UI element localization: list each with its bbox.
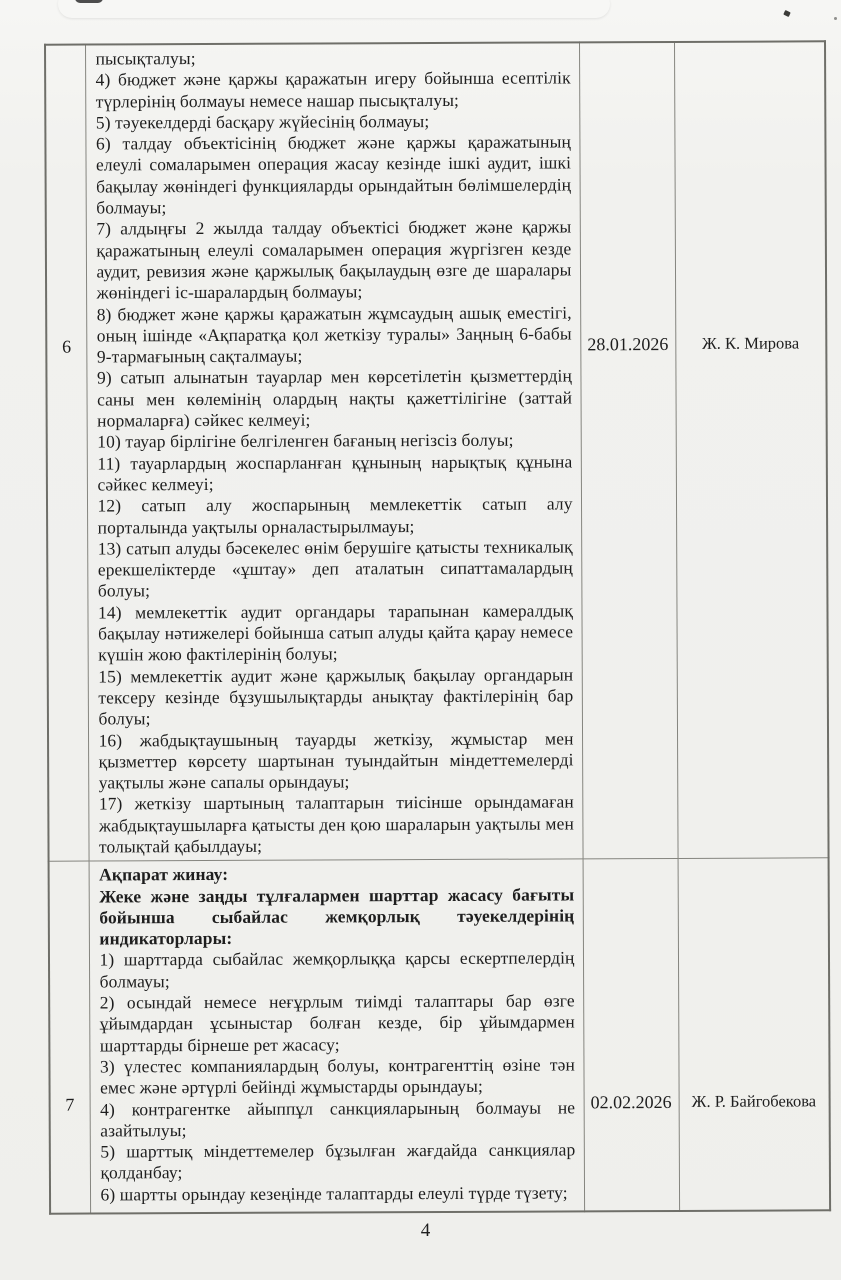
responsible-name: Ж. К. Мирова xyxy=(701,333,800,353)
indicators-cell xyxy=(89,859,585,1213)
section-heading: Жеке және заңды тұлғалармен шарттар жасасу бағыты бойынша сыбайлас жемқорлық тәуекелдерінің индикаторлары: xyxy=(99,883,575,949)
indicator-paragraph: 6) шартты орындау кезеңінде талаптарды елеулі түрде түзету; xyxy=(100,1182,568,1205)
scan-artifact xyxy=(834,17,837,20)
indicator-paragraph: 12) сатып алу жоспарының мемлекеттік сатып алу порталында уақтылы орналастырылмауы; xyxy=(97,493,573,538)
date-value: 02.02.2026 xyxy=(590,1092,672,1113)
row-number: 6 xyxy=(62,336,72,357)
app-icon[interactable] xyxy=(75,0,103,3)
responsible-cell xyxy=(674,41,829,858)
indicator-paragraph: 4) бюджет және қаржы қаражатын игеру бойынша есептілік түрлерінің болмауы немесе нашар пысықталуы; xyxy=(95,67,571,112)
indicator-paragraph: 6) талдау объектісінің бюджет және қаржы қаражатының елеулі сомаларымен операция жасау кезінде ішкі аудит, ішкі бақылау жөніндегі функцияларды орындайтын бөлімшелердің болмауы; xyxy=(95,131,572,218)
indicator-paragraph: 4) контрагентке айыппұл санкцияларының болмауы не азайтылуы; xyxy=(100,1096,576,1141)
indicators-cell xyxy=(85,42,583,861)
indicator-paragraph: 7) алдыңғы 2 жылда талдау объектісі бюджет және қаржы қаражатының елеулі сомаларымен операция жүргізген кезде аудит, ревизия және қаржылық бақылаудың өзге де шаралары жөніндегі іс-шаралардың болмауы; xyxy=(96,216,572,303)
section-heading: Ақпарат жинау: xyxy=(99,864,229,885)
risk-table-body xyxy=(45,41,830,1213)
page-number: 4 xyxy=(420,1220,431,1241)
floating-toolbar-fragment[interactable] xyxy=(58,0,610,18)
scan-artifact xyxy=(783,10,791,17)
indicator-paragraph: 15) мемлекеттік аудит және қаржылық бақылау органдарын тексеру кезінде бұзушылықтарды анықтау фактілерінің бар болуы; xyxy=(98,664,574,729)
table-row xyxy=(49,858,831,1213)
row-number: 7 xyxy=(65,1094,75,1115)
table-row xyxy=(45,41,829,861)
indicator-paragraph: 3) үлестес компаниялардың болуы, контрагенттің өзіне тән емес және әртүрлі бейінді жұмыстарды орындауы; xyxy=(99,1054,576,1098)
indicator-paragraph: 2) осындай немесе неғұрлым тиімді талаптары бар өзге ұйымдардан ұсыныстар болған кезде, бір ұйымдармен шарттарды бірнеше рет жасасу; xyxy=(99,990,575,1056)
date-cell xyxy=(583,859,680,1211)
date-value: 28.01.2026 xyxy=(587,333,669,355)
indicator-paragraph: пысықталуы; xyxy=(95,48,196,69)
responsible-cell xyxy=(678,858,831,1211)
responsible-name: Ж. Р. Байгобекова xyxy=(691,1091,817,1112)
indicator-paragraph: 1) шарттарда сыбайлас жемқорлыққа қарсы ескертпелердің болмауы; xyxy=(99,947,575,992)
risk-table xyxy=(44,40,831,1214)
indicator-paragraph: 5) тәуекелдерді басқару жүйесінің болмауы; xyxy=(95,110,430,133)
row-number-cell xyxy=(45,45,89,862)
indicator-paragraph: 5) шарттық міндеттемелер бұзылған жағдайда санкциялар қолданбау; xyxy=(100,1139,576,1183)
date-cell xyxy=(579,42,678,859)
indicator-paragraph: 13) сатып алуды бәсекелес өнім берушіге қатысты техникалық ерекшеліктерде «ұштау» деп аталатын сипаттамалардың болуы; xyxy=(97,536,573,601)
indicator-paragraph: 11) тауарлардың жоспарланған құнының нарықтық құнына сәйкес келмеуі; xyxy=(97,451,573,495)
indicator-paragraph: 8) бюджет және қаржы қаражатын жұмсаудың ашық еместігі, оның ішінде «Ақпаратқа қол жеткізу туралы» Заңның 6-бабы 9-тармағының сақталмауы; xyxy=(96,301,572,367)
row-number-cell xyxy=(49,861,91,1213)
indicator-paragraph: 14) мемлекеттік аудит органдары тарапынан камералдық бақылау нәтижелері бойынша сатып алуды қайта қарау немесе күшін жою фактілерінің болуы; xyxy=(97,600,574,665)
indicator-paragraph: 17) жеткізу шартының талаптарын тиісінше орындамаған жабдықтаушыларға қатысты ден қою шараларын уақтылы мен толықтай қабылдауы; xyxy=(98,791,574,857)
indicator-paragraph: 16) жабдықтаушының тауарды жеткізу, жұмыстар мен қызметтер көрсету шартынан туындайтын міндеттемелерді уақтылы және сапалы орындауы; xyxy=(98,727,574,793)
indicator-paragraph: 9) сатып алынатын тауарлар мен көрсетілетін қызметтердің саны мен көлемінің олардың нақты қажеттілігіне (заттай нормаларға) сәйкес келмеуі; xyxy=(96,365,573,431)
indicator-paragraph: 10) тауар бірлігіне белгіленген бағаның негізсіз болуы; xyxy=(97,430,514,452)
